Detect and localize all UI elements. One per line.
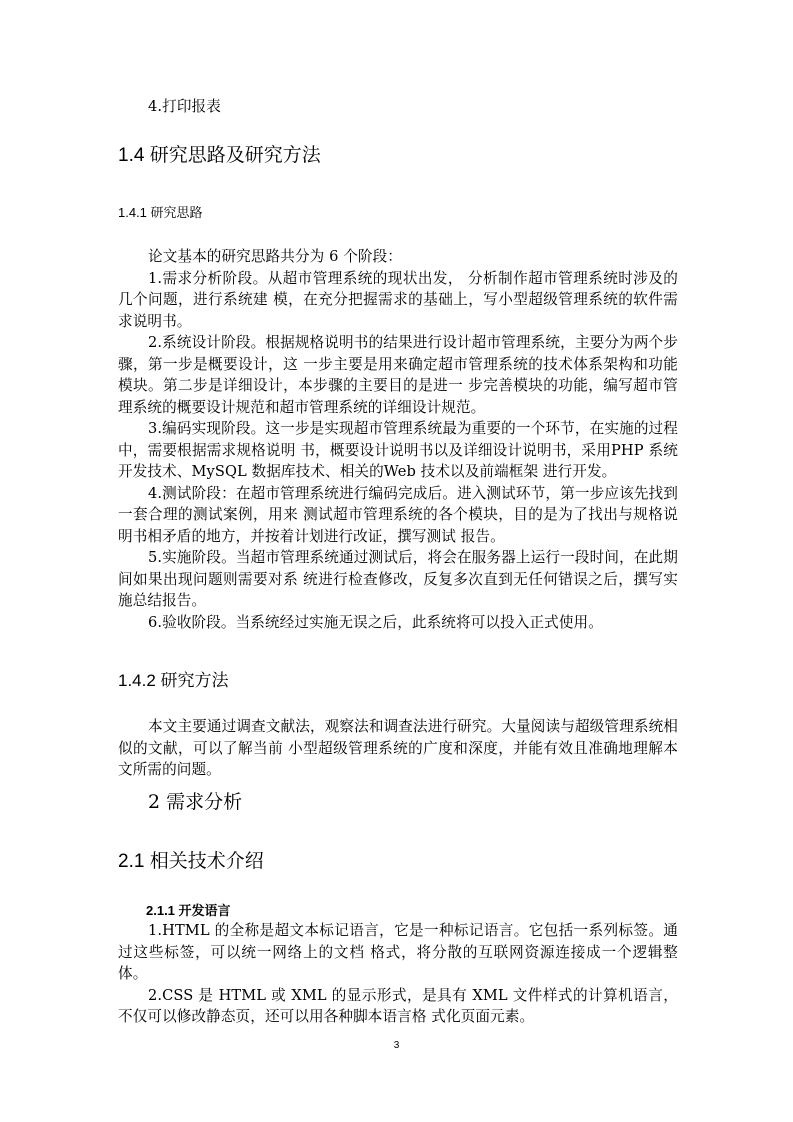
section-1-4-2-heading: 1.4.2 研究方法	[118, 671, 229, 690]
section-1-4-2-heading-wrap	[118, 670, 678, 692]
section-2-1-heading-wrap	[118, 850, 678, 874]
chapter-2-heading: 2 需求分析	[148, 791, 243, 813]
ideas-item-6: 6.验收阶段。当系统经过实施无误之后，此系统将可以投入正式使用。	[148, 613, 603, 631]
section-2-1-heading: 2.1 相关技术介绍	[118, 851, 264, 872]
print-report-item: 4.打印报表	[148, 98, 221, 115]
methods-paragraph: 本文主要通过调查文献法，观察法和调查法进行研究。大量阅读与超级管理系统相似的文献，可以了解当前 小型超级管理系统的广度和深度，并能有效且准确地理解本文所需的问题。	[118, 718, 678, 778]
section-1-4-1-heading: 1.4.1 研究思路	[118, 205, 203, 220]
ideas-item-4: 4.测试阶段：在超市管理系统进行编码完成后。进入测试环节，第一步应该先找到一套合理的测试案例，用来 测试超市管理系统的各个模块，目的是为了找出与规格说明书相矛盾的地方，并按着计划进行改证，撰写测试 报告。	[118, 484, 678, 545]
html-description: 1.HTML 的全称是超文本标记语言，它是一种标记语言。它包括一系列标签。通过这些标签，可以统一网络上的文档 格式，将分散的互联网资源连接成一个逻辑整体。	[118, 922, 678, 982]
ideas-intro: 论文基本的研究思路共分为 6 个阶段：	[148, 248, 402, 265]
ideas-item-2: 2.系统设计阶段。根据规格说明书的结果进行设计超市管理系统，主要分为两个步骤，第一步是概要设计，这 一步主要是用来确定超市管理系统的技术体系架构和功能模块。第二步是详细设计，本步骤的主要目的是进一 步完善模块的功能，编写超市管理系统的概要设计规范和超市管理系统的详细设计规范。	[118, 334, 678, 416]
section-2-1-1-heading-wrap	[146, 902, 646, 920]
ideas-item-1: 1.需求分析阶段。从超市管理系统的现状出发， 分析制作超市管理系统时涉及的几个问题，进行系统建 模，在充分把握需求的基础上，写小型超级管理系统的软件需求说明书。	[118, 269, 678, 330]
chapter-2-heading-wrap	[148, 790, 648, 814]
section-1-4-heading-wrap	[118, 144, 678, 168]
css-description: 2.CSS 是 HTML 或 XML 的显示形式，是具有 XML 文件样式的计算机语言，不仅可以修改静态页，还可以用各种脚本语言格 式化页面元素。	[118, 986, 678, 1025]
section-1-4-1-heading-wrap	[118, 204, 678, 222]
dev-language-body	[118, 920, 678, 1028]
section-1-4-heading: 1.4 研究思路及研究方法	[118, 145, 321, 166]
section-2-1-1-heading: 2.1.1 开发语言	[146, 903, 231, 918]
ideas-item-5: 5.实施阶段。当超市管理系统通过测试后，将会在服务器上运行一段时间，在此期间如果出现问题则需要对系 统进行检查修改，反复多次直到无任何错误之后，撰写实施总结报告。	[118, 549, 678, 609]
ideas-item-3: 3.编码实现阶段。这一步是实现超市管理系统最为重要的一个环节，在实施的过程中，需要根据需求规格说明 书，概要设计说明书以及详细设计说明书，采用PHP 系统开发技术、MySQL 数据库技术、相关的Web 技术以及前端框架 进行开发。	[118, 420, 678, 480]
top-list-item	[118, 96, 678, 118]
research-ideas-body	[118, 246, 678, 633]
research-methods-body	[118, 716, 678, 781]
page-number: 3	[393, 1040, 400, 1051]
